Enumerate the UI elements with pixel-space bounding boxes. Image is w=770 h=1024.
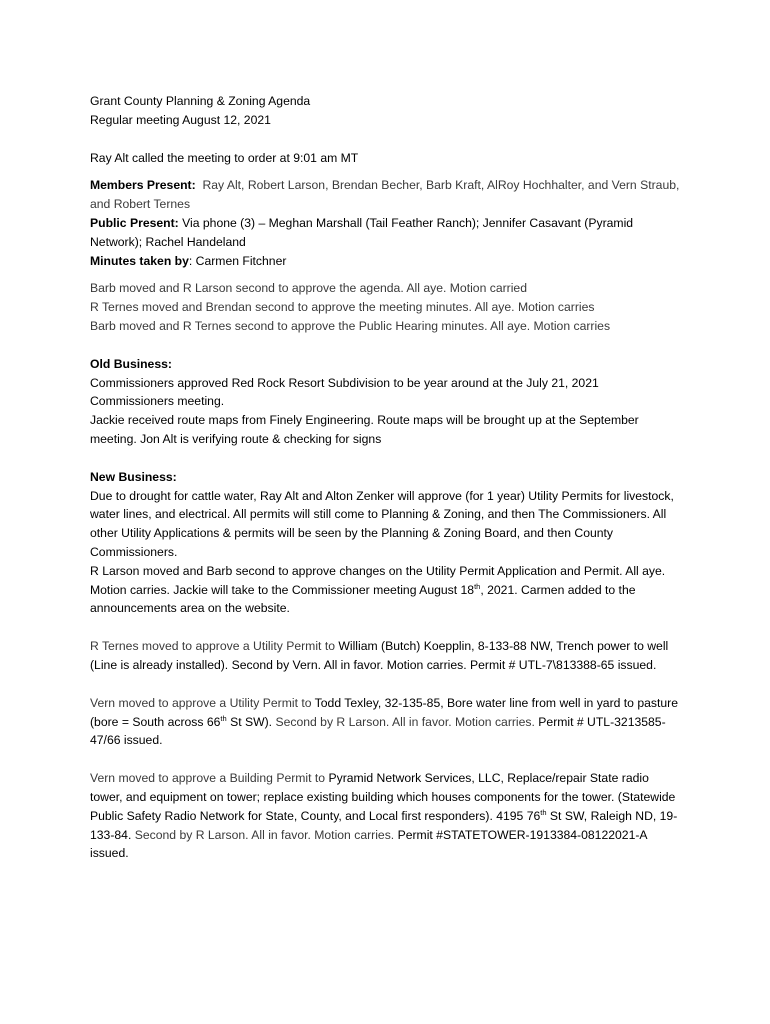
public-text: Via phone (3) – Meghan Marshall (Tail Feather Ranch); Jennifer Casavant (Pyramid Network); Rachel Handeland <box>90 215 634 249</box>
public-label: Public Present: <box>90 215 179 230</box>
minutes-taker <box>90 252 680 271</box>
permit-texley: Vern moved to approve a Utility Permit to Todd Texley, 32-135-85, Bore water line from well in yard to pasture (bore = South across 66th St SW). Second by R Larson. All in favor. Motion carries. Permit # UTL-3213585-47/66 issued. <box>90 695 678 748</box>
members-label: Members Present: <box>90 178 196 193</box>
old-business-item-1: Commissioners approved Red Rock Resort Subdivision to be year around at the July 21, 2021 Commissioners meeting. <box>90 375 599 409</box>
new-business-heading: New Business: <box>90 469 177 484</box>
members-present <box>90 176 680 214</box>
motion-hearing-minutes: Barb moved and R Ternes second to approve the Public Hearing minutes. All aye. Motion carries <box>90 318 611 333</box>
permit-koepplin: R Ternes moved to approve a Utility Permit to William (Butch) Koepplin, 8-133-88 NW, Trench power to well (Line is already installed). Second by Vern. All in favor. Motion carries. Permit # UTL-7\813388-65 issued. <box>90 639 669 672</box>
minutes-document <box>90 92 680 863</box>
old-business-heading: Old Business: <box>90 356 172 371</box>
permit-pyramid: Vern moved to approve a Building Permit to Pyramid Network Services, LLC, Replace/repair State radio tower, and equipment on tower; replace existing building which houses components for the tower. (Statewide Public Safety Radio Network for State, County, and Local first responders). 4195 76th St SW, Raleigh ND, 19-133-84. Second by R Larson. All in favor. Motion carries. Permit #STATETOWER-1913384-08122021-A issued. <box>90 771 678 861</box>
members-text: Ray Alt, Robert Larson, Brendan Becher, Barb Kraft, AlRoy Hochhalter, and Vern Straub, and Robert Ternes <box>90 178 680 212</box>
minutes-label: Minutes taken by <box>90 253 189 268</box>
old-business-item-2: Jackie received route maps from Finely Engineering. Route maps will be brought up at the September meeting. Jon Alt is verifying route & checking for signs <box>90 413 639 446</box>
meeting-date: Regular meeting August 12, 2021 <box>90 112 271 127</box>
call-to-order: Ray Alt called the meeting to order at 9:01 am MT <box>90 150 359 165</box>
minutes-text: : Carmen Fitchner <box>188 253 287 268</box>
motion-agenda: Barb moved and R Larson second to approve the agenda. All aye. Motion carried <box>90 281 527 296</box>
document-title: Grant County Planning & Zoning Agenda <box>90 94 311 108</box>
new-business-item-2: R Larson moved and Barb second to approve changes on the Utility Permit Application and Permit. All aye. Motion carries. Jackie will take to the Commissioner meeting August 18th, 2021. Carmen added to the announcements area on the website. <box>90 563 666 616</box>
motion-minutes: R Ternes moved and Brendan second to approve the meeting minutes. All aye. Motion carries <box>90 300 595 315</box>
new-business-item-1: Due to drought for cattle water, Ray Alt and Alton Zenker will approve (for 1 year) Utility Permits for livestock, water lines, and electrical. All permits will still come to Planning & Zoning, and then The Commissioners. All other Utility Applications & permits will be seen by the Planning & Zoning Board, and then County Commissioners. <box>90 488 674 559</box>
public-present <box>90 214 680 252</box>
